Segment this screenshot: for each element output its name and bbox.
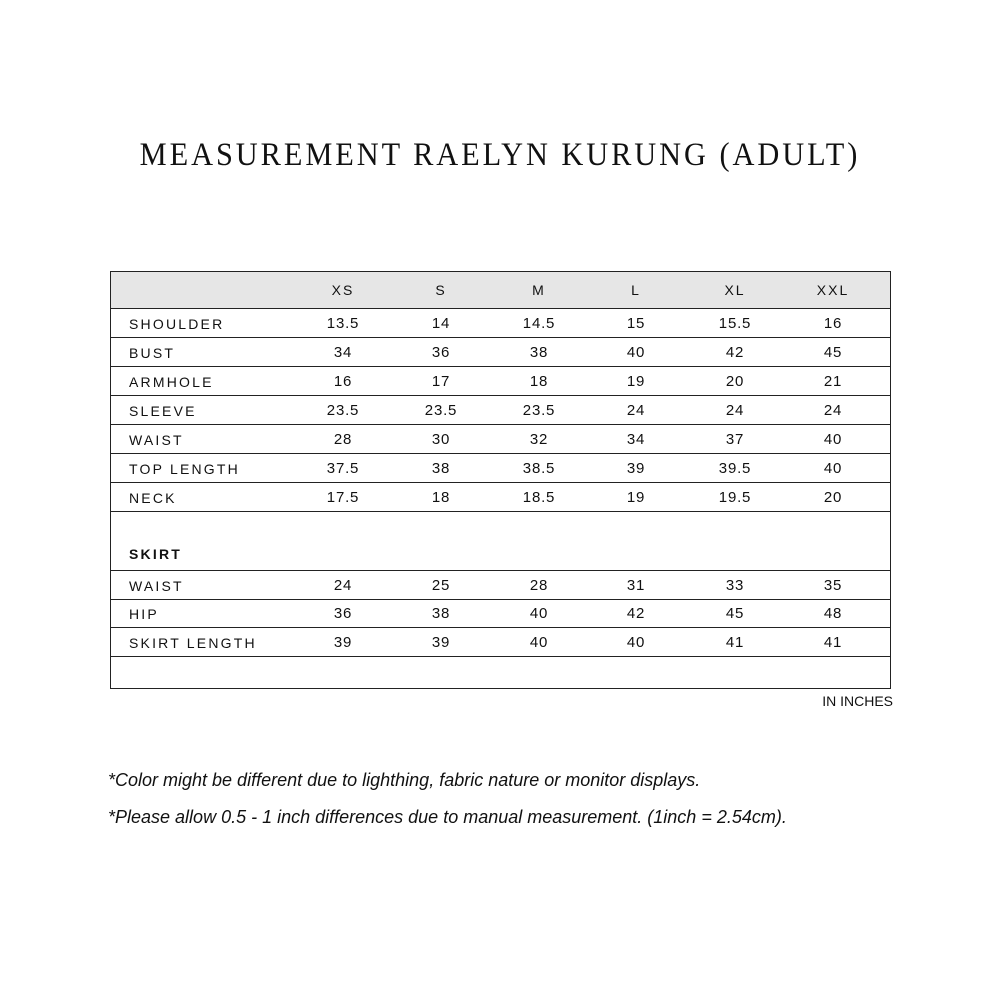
cell-value: 28 [529,577,549,594]
table-row-shoulder [111,309,890,338]
row-label: WAIST [129,578,184,594]
disclaimer-measurement: *Please allow 0.5 - 1 inch differences due to manual measurement. (1inch = 2.54cm). [108,807,787,827]
cell-value: 30 [431,431,451,448]
cell-value: 32 [529,431,549,448]
row-label: ARMHOLE [129,374,214,390]
cell-value: 15.5 [718,315,752,332]
table-row-top-length [111,454,890,483]
cell-value: 13.5 [326,315,360,332]
row-label: BUST [129,345,176,361]
cell-value: 34 [626,431,646,448]
size-header-l: L [631,282,641,298]
cell-value: 39 [333,634,353,651]
cell-value: 42 [626,605,646,622]
cell-value: 40 [823,460,843,477]
cell-value: 15 [626,315,646,332]
cell-value: 41 [725,634,745,651]
size-chart-table [110,271,891,689]
table-row-empty [111,657,890,688]
unit-note: IN INCHES [822,693,893,709]
cell-value: 14.5 [522,315,556,332]
cell-value: 20 [725,373,745,390]
cell-value: 40 [529,634,549,651]
cell-value: 40 [823,431,843,448]
table-row-armhole [111,367,890,396]
row-label: SKIRT LENGTH [129,635,257,651]
row-label: WAIST [129,432,184,448]
cell-value: 42 [725,344,745,361]
table-row-hip [111,600,890,628]
size-header-xs: XS [331,282,355,298]
cell-value: 36 [333,605,353,622]
cell-value: 23.5 [326,402,360,419]
size-header-xl: XL [724,282,746,298]
cell-value: 18 [529,373,549,390]
cell-value: 37 [725,431,745,448]
table-row-bust [111,338,890,367]
cell-value: 17 [431,373,451,390]
cell-value: 24 [823,402,843,419]
row-label: SLEEVE [129,403,197,419]
cell-value: 14 [431,315,451,332]
cell-value: 24 [725,402,745,419]
table-row-sleeve [111,396,890,425]
cell-value: 40 [626,344,646,361]
cell-value: 33 [725,577,745,594]
row-label: NECK [129,490,177,506]
table-row-skirt-length [111,628,890,657]
table-row-skirt-waist [111,571,890,600]
cell-value: 39 [626,460,646,477]
cell-value: 35 [823,577,843,594]
row-label: SHOULDER [129,316,225,332]
table-header-row [111,272,890,309]
cell-value: 16 [823,315,843,332]
cell-value: 21 [823,373,843,390]
cell-value: 39.5 [718,460,752,477]
cell-value: 41 [823,634,843,651]
cell-value: 23.5 [424,402,458,419]
cell-value: 38 [431,460,451,477]
cell-value: 28 [333,431,353,448]
cell-value: 40 [626,634,646,651]
row-label: TOP LENGTH [129,461,240,477]
table-row-neck [111,483,890,512]
cell-value: 34 [333,344,353,361]
table-row-waist [111,425,890,454]
section-label: SKIRT [129,546,182,562]
cell-value: 23.5 [522,402,556,419]
cell-value: 38.5 [522,460,556,477]
cell-value: 18 [431,489,451,506]
cell-value: 19 [626,489,646,506]
cell-value: 16 [333,373,353,390]
size-header-s: S [435,282,447,298]
cell-value: 20 [823,489,843,506]
disclaimer-color: *Color might be different due to lighthing, fabric nature or monitor displays. [108,770,701,790]
row-label: HIP [129,606,159,622]
cell-value: 37.5 [326,460,360,477]
cell-value: 25 [431,577,451,594]
cell-value: 38 [529,344,549,361]
cell-value: 40 [529,605,549,622]
cell-value: 38 [431,605,451,622]
cell-value: 19.5 [718,489,752,506]
cell-value: 39 [431,634,451,651]
section-header-skirt [111,512,890,571]
cell-value: 36 [431,344,451,361]
cell-value: 48 [823,605,843,622]
cell-value: 24 [333,577,353,594]
size-header-m: M [532,282,546,298]
cell-value: 19 [626,373,646,390]
page-title: MEASUREMENT RAELYN KURUNG (ADULT) [139,137,861,173]
cell-value: 45 [823,344,843,361]
cell-value: 18.5 [522,489,556,506]
size-header-xxl: XXL [816,282,850,298]
cell-value: 45 [725,605,745,622]
cell-value: 31 [626,577,646,594]
cell-value: 24 [626,402,646,419]
cell-value: 17.5 [326,489,360,506]
